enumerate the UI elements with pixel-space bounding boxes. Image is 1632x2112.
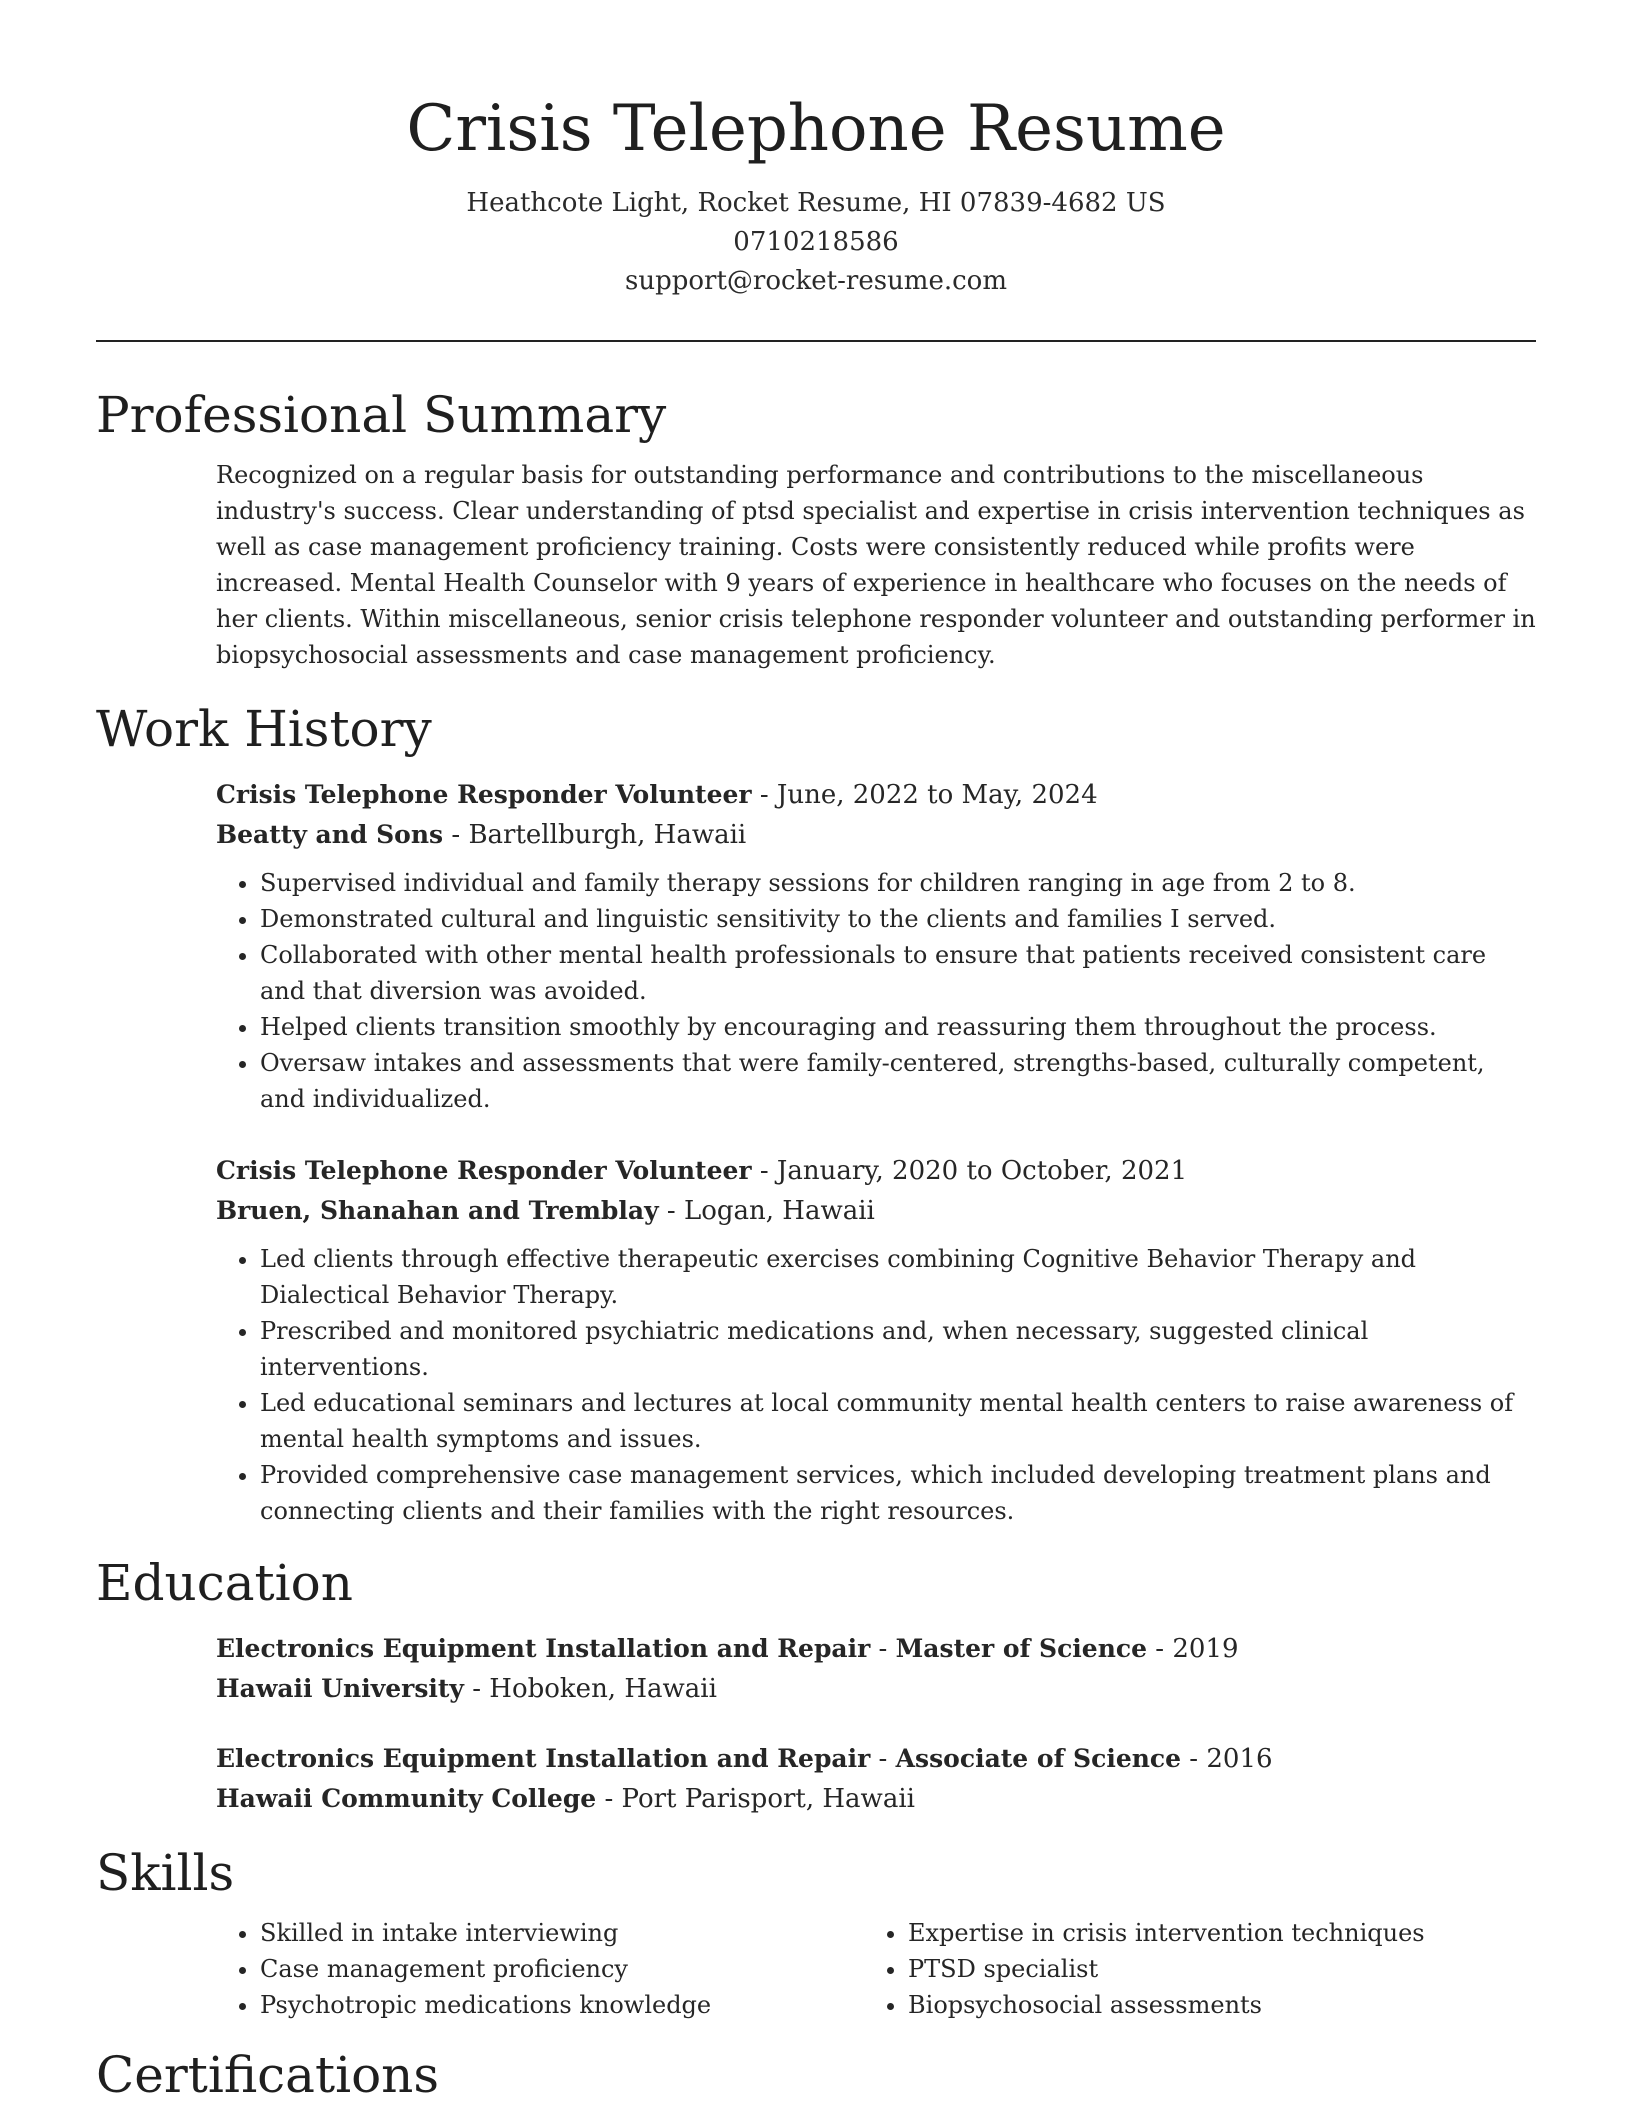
- list-item: • Biopsychosocial assessments: [908, 1987, 1508, 2023]
- job-bullets: [216, 1241, 1536, 1529]
- separator: -: [1181, 1744, 1207, 1774]
- education-school-line: [216, 1669, 1536, 1709]
- section-title-skills: Skills: [96, 1844, 235, 1902]
- education-location: Hoboken, Hawaii: [489, 1674, 717, 1704]
- job-company: Bruen, Shanahan and Tremblay: [216, 1196, 659, 1225]
- summary-text: Recognized on a regular basis for outstanding performance and contributions to the miscellaneous industry's success. Clear understanding of ptsd specialist and expertise in crisis intervention techniques as well as case management proficiency training. Costs were consistently reduced while profits were increased. Mental Health Counselor with 9 years of experience in healthcare who focuses on the needs of her clients. Within miscellaneous, senior crisis telephone responder volunteer and outstanding performer in biopsychosocial assessments and case management proficiency.: [216, 461, 1536, 669]
- job-role: Crisis Telephone Responder Volunteer: [216, 780, 752, 809]
- separator: -: [870, 1744, 896, 1774]
- education-year: 2019: [1172, 1634, 1239, 1664]
- list-item: • Led clients through effective therapeutic exercises combining Cognitive Behavior Therapy and Dialectical Behavior Therapy.: [260, 1241, 1536, 1313]
- education-year: 2016: [1206, 1744, 1273, 1774]
- resume-header: [96, 0, 1536, 301]
- job-entry-2: [216, 1151, 1536, 1529]
- education-entry-2: [216, 1739, 1536, 1819]
- list-item: • Demonstrated cultural and linguistic sensitivity to the clients and families I served.: [260, 901, 1536, 937]
- list-item: • Supervised individual and family therapy sessions for children ranging in age from 2 to 8.: [260, 865, 1536, 901]
- list-item: • Helped clients transition smoothly by encouraging and reassuring them throughout the process.: [260, 1009, 1536, 1045]
- section-title-certifications: Certifications: [96, 2046, 440, 2104]
- separator: -: [596, 1784, 622, 1814]
- education-location: Port Parisport, Hawaii: [621, 1784, 915, 1814]
- separator: -: [658, 1196, 684, 1226]
- list-item: • Skilled in intake interviewing: [260, 1915, 864, 1951]
- job-heading: [216, 775, 1536, 815]
- job-location: Logan, Hawaii: [683, 1196, 875, 1226]
- list-item: • Collaborated with other mental health professionals to ensure that patients received consistent care and that diversion was avoided.: [260, 937, 1536, 1009]
- list-item: • Expertise in crisis intervention techniques: [908, 1915, 1508, 1951]
- job-location: Bartellburgh, Hawaii: [468, 820, 747, 850]
- education-degree: Associate of Science: [895, 1744, 1182, 1773]
- job-entry-1: [216, 775, 1536, 1117]
- job-heading: [216, 1151, 1536, 1191]
- education-heading: [216, 1739, 1536, 1779]
- contact-phone: 0710218586: [733, 227, 899, 257]
- header-divider: [96, 340, 1536, 342]
- section-title-work: Work History: [96, 700, 432, 758]
- contact-address: Heathcote Light, Rocket Resume, HI 07839-4682 US: [466, 188, 1166, 218]
- contact-block: [96, 184, 1536, 301]
- job-dates: January, 2020 to October, 2021: [776, 1156, 1188, 1186]
- list-item: • Provided comprehensive case management services, which included developing treatment plans and connecting clients and their families with the right resources.: [260, 1457, 1536, 1529]
- education-field: Electronics Equipment Installation and Repair: [216, 1634, 871, 1663]
- separator: -: [870, 1634, 896, 1664]
- section-title-education: Education: [96, 1554, 353, 1612]
- job-dates: June, 2022 to May, 2024: [776, 780, 1098, 810]
- job-bullets: [216, 865, 1536, 1117]
- skills-column-right: [864, 1915, 1508, 2023]
- job-company-line: [216, 815, 1536, 855]
- separator: -: [443, 820, 469, 850]
- education-heading: [216, 1629, 1536, 1669]
- skills-grid: [216, 1915, 1536, 2023]
- job-company-line: [216, 1191, 1536, 1231]
- list-item: • Oversaw intakes and assessments that were family-centered, strengths-based, culturally competent, and individualized.: [260, 1045, 1536, 1117]
- separator: -: [463, 1674, 490, 1704]
- list-item: • PTSD specialist: [908, 1951, 1508, 1987]
- separator: -: [1147, 1634, 1173, 1664]
- education-degree: Master of Science: [895, 1634, 1148, 1663]
- separator: -: [751, 1156, 777, 1186]
- list-item: • Prescribed and monitored psychiatric medications and, when necessary, suggested clinical interventions.: [260, 1313, 1536, 1385]
- list-item: • Led educational seminars and lectures at local community mental health centers to raise awareness of mental health symptoms and issues.: [260, 1385, 1536, 1457]
- resume-title: Crisis Telephone Resume: [406, 92, 1226, 166]
- separator: -: [751, 780, 777, 810]
- education-school: Hawaii University: [216, 1674, 464, 1703]
- list-item: • Case management proficiency: [260, 1951, 864, 1987]
- education-school: Hawaii Community College: [216, 1784, 597, 1813]
- list-item: • Psychotropic medications knowledge: [260, 1987, 864, 2023]
- resume-page: [96, 0, 1536, 2105]
- education-field: Electronics Equipment Installation and Repair: [216, 1744, 871, 1773]
- job-company: Beatty and Sons: [216, 820, 444, 849]
- contact-email: support@rocket-resume.com: [624, 266, 1007, 296]
- section-title-summary: Professional Summary: [96, 386, 667, 444]
- skills-column-left: [216, 1915, 864, 2023]
- education-school-line: [216, 1779, 1536, 1819]
- job-role: Crisis Telephone Responder Volunteer: [216, 1156, 752, 1185]
- education-entry-1: [216, 1629, 1536, 1709]
